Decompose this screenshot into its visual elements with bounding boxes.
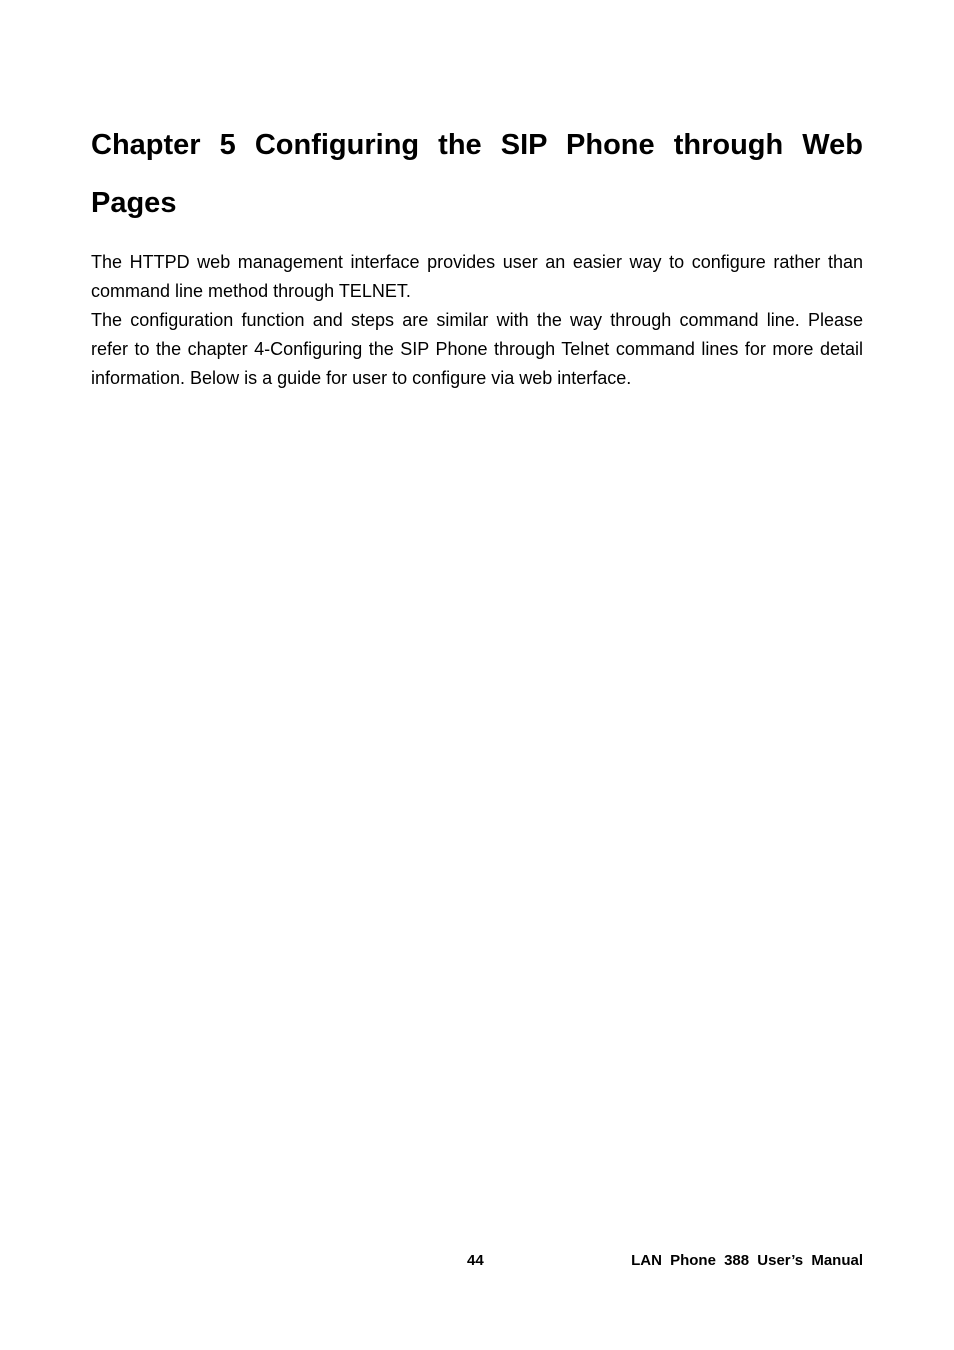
page-footer [0, 1250, 954, 1272]
reference-paragraph: The configuration function and steps are similar with the way through command line. Please refer to the chapter 4-Configuring the SIP Phone through Telnet command lines for more detail information. Below is a guide for user to configure via web interface. [91, 310, 863, 388]
manual-name: LAN Phone 388 User’s Manual [631, 1252, 863, 1269]
body-text [91, 248, 863, 393]
intro-paragraph: The HTTPD web management interface provides user an easier way to configure rather than command line method through TELNET. [91, 252, 863, 301]
chapter-title: Chapter 5 Configuring the SIP Phone through Web Pages [91, 129, 863, 219]
page-number: 44 [467, 1252, 484, 1269]
